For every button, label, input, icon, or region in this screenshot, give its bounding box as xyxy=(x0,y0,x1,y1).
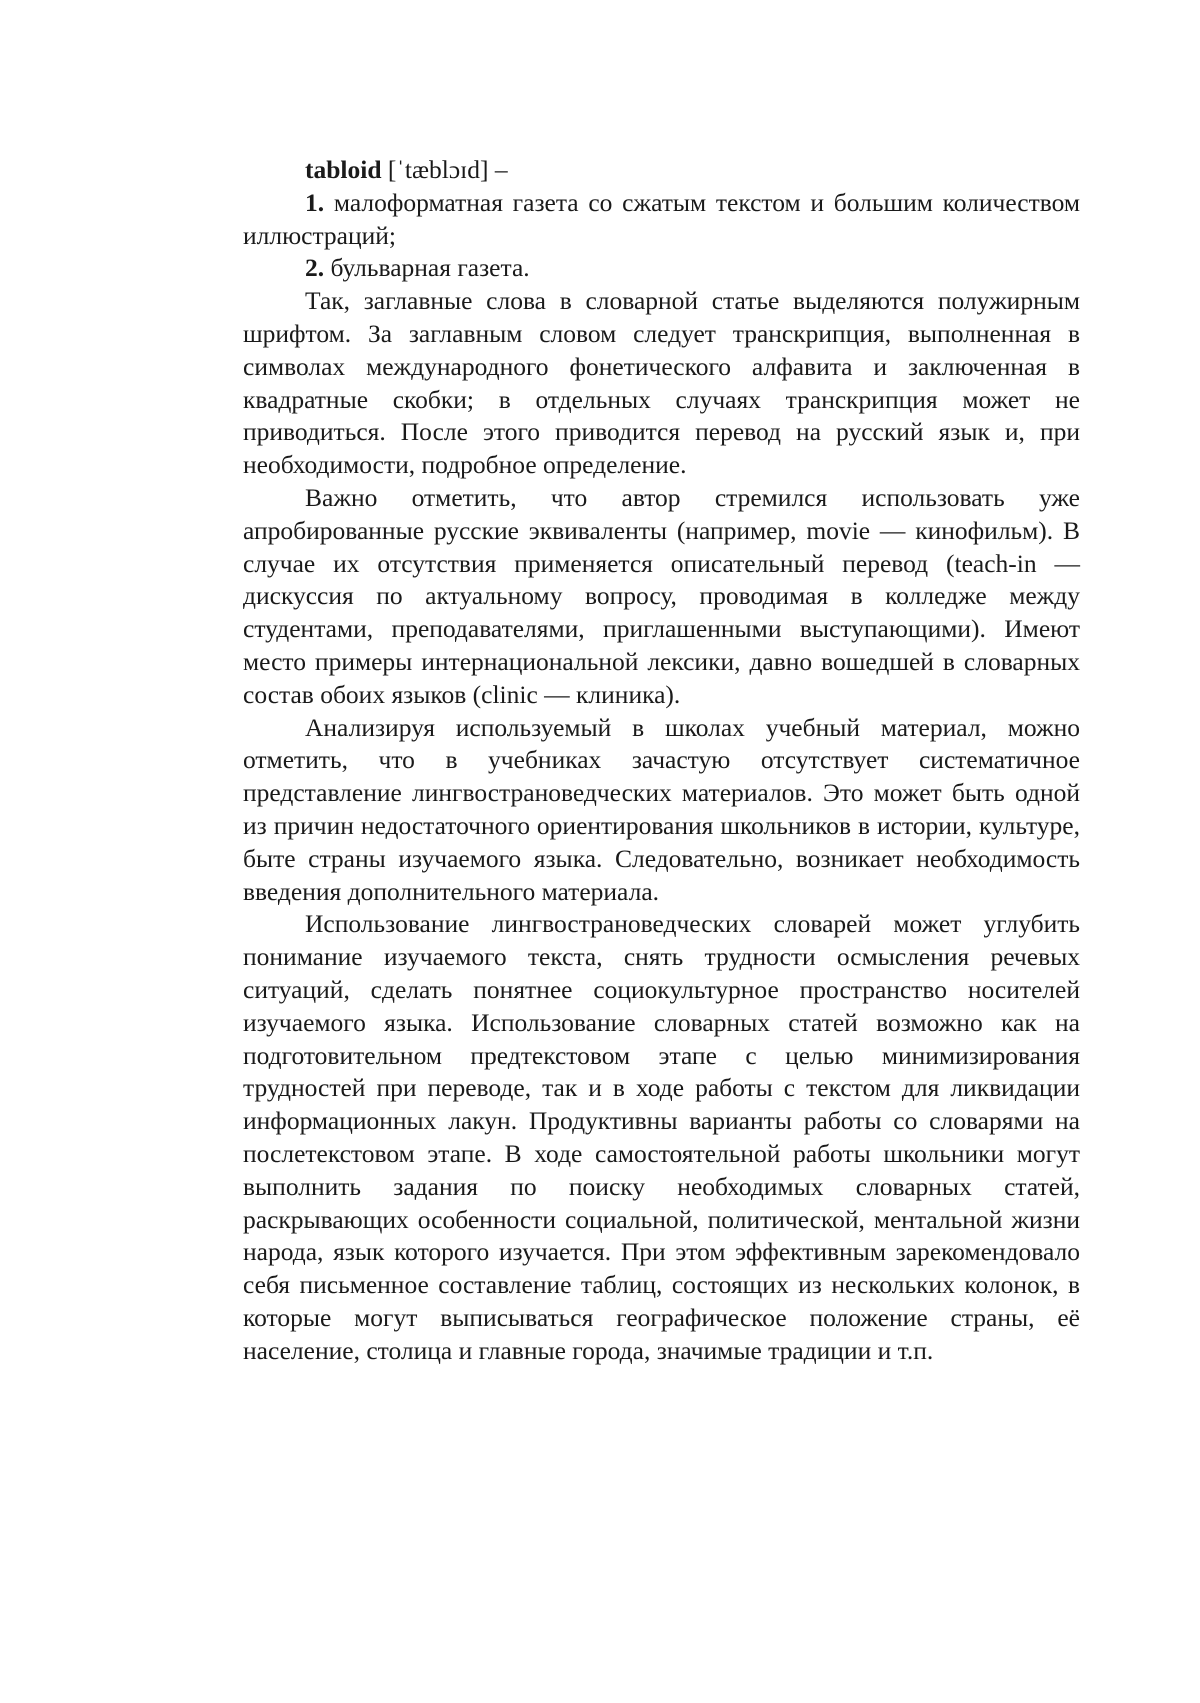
body-paragraph-3: Анализируя используемый в школах учебный материал, можно отметить, что в учебниках зачастую отсутствует систематичное представление лингвострановедческих материалов. Это может быть одной из причин недостаточного ориентирования школьников в истории, культуре, быте страны изучаемого языка. Следовательно, возникает необходимость введения дополнительного материала. xyxy=(243,712,1080,906)
body-paragraph-2: Важно отметить, что автор стремился использовать уже апробированные русские эквиваленты (например, movie — кинофильм). В случае их отсутствия применяется описательный перевод (teach-in — дискуссия по актуальному вопросу, проводимая в колледже между студентами, преподавателями, приглашенными выступающими). Имеют место примеры интернациональной лексики, давно вошедшей в словарных состав обоих языков (clinic — клиника). xyxy=(243,482,1080,709)
dictionary-sense-2 xyxy=(243,252,1080,285)
body-paragraph-4: Использование лингвострановедческих словарей может углубить понимание изучаемого текста, снять трудности осмысления речевых ситуаций, сделать понятнее социокультурное пространство носителей изучаемого языка. Использование словарных статей возможно как на подготовительном предтекстовом этапе с целью минимизирования трудностей при переводе, так и в ходе работы с текстом для ликвидации информационных лакун. Продуктивны варианты работы со словарями на послетекстовом этапе. В ходе самостоятельной работы школьники могут выполнить задания по поиску необходимых словарных статей, раскрывающих особенности социальной, политической, ментальной жизни народа, язык которого изучается. При этом эффективным зарекомендовало себя письменное составление таблиц, состоящих из нескольких колонок, в которые могут выписываться географическое положение страны, её население, столица и главные города, значимые традиции и т.п. xyxy=(243,909,1080,1365)
dictionary-entry-head xyxy=(243,154,1080,187)
sense-number: 2. xyxy=(305,253,325,283)
sense-number: 1. xyxy=(305,187,325,217)
sense-text: малоформатная газета со сжатым текстом и большим количеством иллюстраций; xyxy=(243,187,1080,250)
body-paragraph-1: Так, заглавные слова в словарной статье выделяются полужирным шрифтом. За заглавным словом следует транскрипция, выполненная в символах международного фонетического алфавита и заключенная в квадратные скобки; в отдельных случаях транскрипция может не приводиться. После этого приводится перевод на русский язык и, при необходимости, подробное определение. xyxy=(243,286,1080,480)
sense-text: бульварная газета. xyxy=(324,253,530,283)
transcription: [ˈtæblɔɪd] – xyxy=(381,155,508,184)
headword: tabloid xyxy=(305,155,382,184)
document-page xyxy=(243,154,1080,1367)
dictionary-sense-1 xyxy=(243,187,1080,253)
